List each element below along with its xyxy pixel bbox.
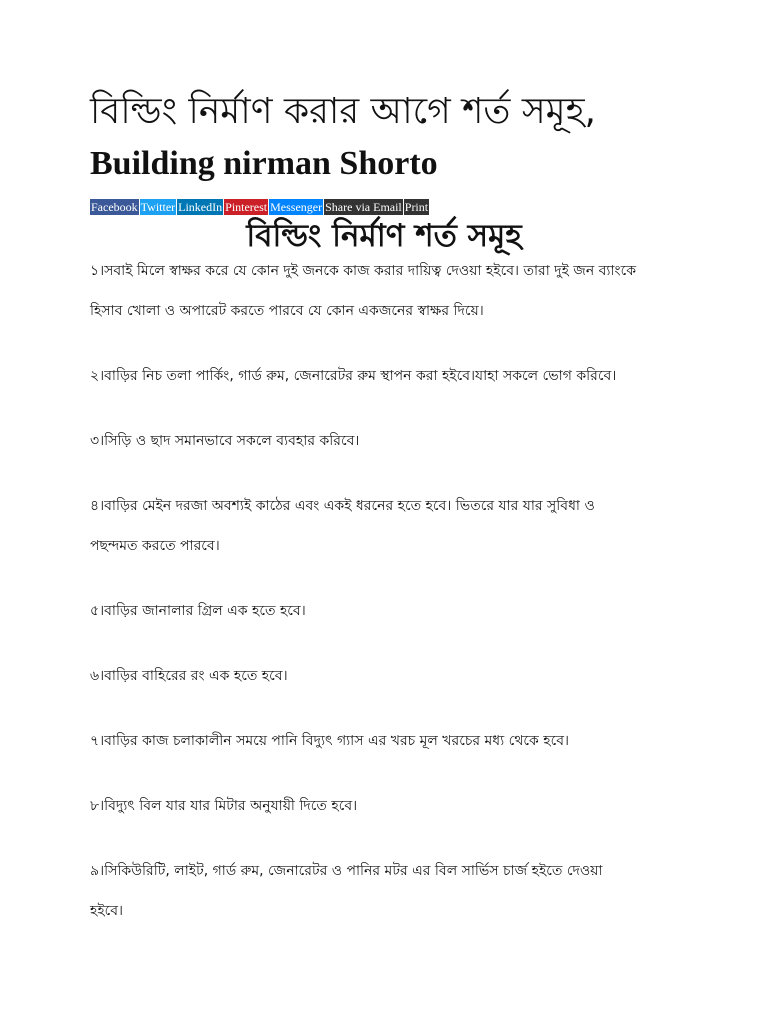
rule-item-6 (90, 663, 670, 703)
share-messenger-button[interactable]: Messenger (270, 200, 323, 214)
paragraph-gap (90, 468, 670, 493)
paragraph-gap (90, 703, 670, 728)
rules-list (90, 258, 670, 938)
rule-item-8 (90, 793, 670, 833)
rule-text: ৯।সিকিউরিটি, লাইট, গার্ড রুম, জেনারেটর ও পানির মটর এর বিল সার্ভিস চার্জ হইতে দেওয়া (90, 863, 603, 879)
rule-text: ১।সবাই মিলে স্বাক্ষর করে যে কোন দুই জনকে কাজ করার দায়িত্ব দেওয়া হইবে। তারা দুই জন ব্যাংকে (90, 263, 637, 279)
rule-item-7 (90, 728, 670, 768)
print-button[interactable]: Print (404, 200, 429, 214)
share-bar (90, 199, 429, 215)
paragraph-gap (90, 768, 670, 793)
rule-item-2 (90, 363, 670, 403)
rule-item-4 (90, 493, 670, 573)
rule-item-5 (90, 598, 670, 638)
rule-text: ৮।বিদ্যুৎ বিল যার যার মিটার অনুযায়ী দিতে হবে। (90, 798, 358, 814)
rule-item-1 (90, 258, 670, 338)
rule-item-9 (90, 858, 670, 938)
share-linkedin-button[interactable]: LinkedIn (178, 200, 223, 214)
section-heading: বিল্ডিং নির্মাণ শর্ত সমূহ (246, 218, 522, 254)
rule-text: ৭।বাড়ির কাজ চলাকালীন সময়ে পানি বিদ্যুৎ গ্যাস এর খরচ মূল খরচের মধ্য থেকে হবে। (90, 733, 570, 749)
paragraph-gap (90, 573, 670, 598)
rule-text: ৬।বাড়ির বাহিরের রং এক হতে হবে। (90, 668, 288, 684)
rule-text: ৩।সিড়ি ও ছাদ সমানভাবে সকলে ব্যবহার করিবে। (90, 433, 360, 449)
paragraph-gap (90, 338, 670, 363)
paragraph-gap (90, 403, 670, 428)
paragraph-gap (90, 833, 670, 858)
rule-text: ৫।বাড়ির জানালার গ্রিল এক হতে হবে। (90, 603, 306, 619)
rule-item-3 (90, 428, 670, 468)
share-pinterest-button[interactable]: Pinterest (225, 200, 268, 214)
rule-text: ৪।বাড়ির মেইন দরজা অবশ্যই কাঠের এবং একই ধরনের হতে হবে। ভিতরে যার যার সুবিধা ও (90, 498, 595, 514)
rule-text: ২।বাড়ির নিচ তলা পার্কিং, গার্ড রুম, জেনারেটর রুম স্থাপন করা হইবে।যাহা সকলে ভোগ করিবে। (90, 368, 617, 384)
rule-text-continued: হইবে। (90, 903, 124, 919)
page-title-bengali: বিল্ডিং নির্মাণ করার আগে শর্ত সমূহ, (90, 91, 596, 132)
rule-text-continued: পছন্দমত করতে পারবে। (90, 538, 220, 554)
page-title-english: Building nirman Shorto (90, 145, 438, 182)
share-email-button[interactable]: Share via Email (325, 200, 402, 214)
rule-text-continued: হিসাব খোলা ও অপারেট করতে পারবে যে কোন একজনের স্বাক্ষর দিয়ে। (90, 303, 484, 319)
share-facebook-button[interactable]: Facebook (91, 200, 138, 214)
paragraph-gap (90, 638, 670, 663)
share-twitter-button[interactable]: Twitter (140, 200, 176, 214)
